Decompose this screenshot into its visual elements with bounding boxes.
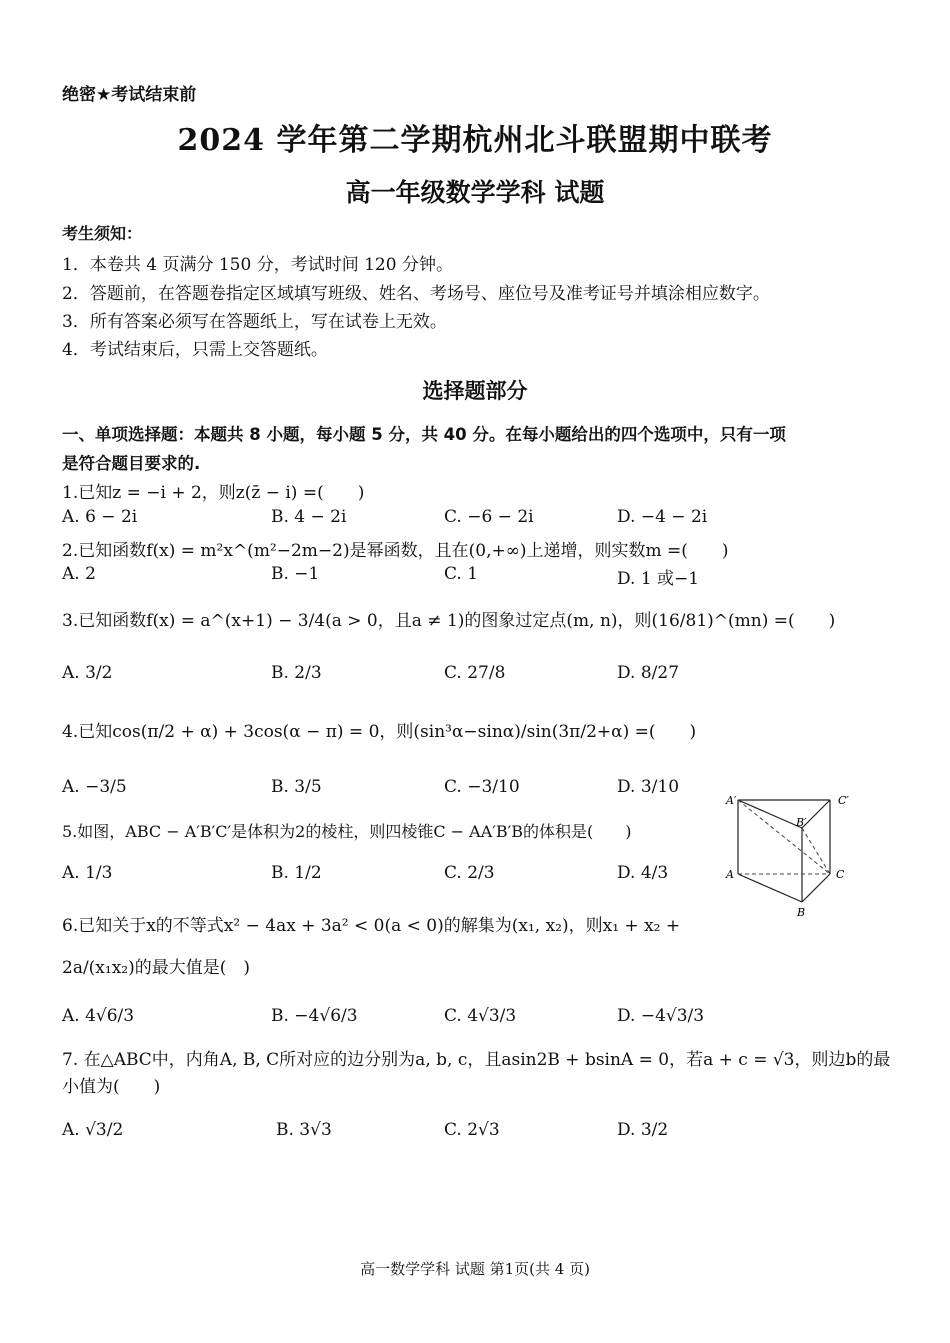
q2-option-d: D. 1 或−1 <box>617 569 700 589</box>
q5-option-d: D. 4/3 <box>617 863 669 883</box>
question-7-stem: 7. 在△ABC中，内角A, B, C所对应的边分别为a, b, c，且asin2B + bsinA = 0，若a + c = √3，则边b的最小值为( ) <box>62 1050 891 1097</box>
q1-option-b: B. 4 − 2i <box>271 507 347 527</box>
question-6-stem: 6.已知关于x的不等式x² − 4ax + 3a² < 0(a < 0)的解集为(x₁, x₂)，则x₁ + x₂ + 2a/(x₁x₂)的最大值是( ) <box>62 916 681 978</box>
q6-option-d: D. −4√3/3 <box>617 1006 705 1026</box>
fig-label-c: C <box>836 868 845 881</box>
prism-figure <box>720 788 870 923</box>
exam-subtitle: 高一年级数学学科 试题 <box>345 178 605 207</box>
question-2-stem: 2.已知函数f(x) = m²x^(m²−2m−2)是幂函数，且在(0,+∞)上递增，则实数m =( ) <box>62 541 729 561</box>
q1-option-d: D. −4 − 2i <box>617 507 708 527</box>
q3-option-d: D. 8/27 <box>617 663 680 683</box>
exam-title: 2024 学年第二学期杭州北斗联盟期中联考 <box>177 123 773 158</box>
fig-label-c-prime: C′ <box>838 794 849 807</box>
notice-item: 4．考试结束后，只需上交答题纸。 <box>62 340 328 360</box>
q2-option-b: B. −1 <box>271 564 320 584</box>
q7-option-b: B. 3√3 <box>276 1120 332 1140</box>
q4-option-d: D. 3/10 <box>617 777 680 797</box>
q5-option-a: A. 1/3 <box>62 863 113 883</box>
fig-label-b: B <box>797 906 806 919</box>
q6-option-a: A. 4√6/3 <box>62 1006 135 1026</box>
notice-item: 1．本卷共 4 页满分 150 分，考试时间 120 分钟。 <box>62 255 453 275</box>
q7-option-d: D. 3/2 <box>617 1120 669 1140</box>
q4-option-a: A. −3/5 <box>62 777 127 797</box>
section-title: 选择题部分 <box>422 379 528 403</box>
q1-option-a: A. 6 − 2i <box>62 507 138 527</box>
q6-option-c: C. 4√3/3 <box>444 1006 517 1026</box>
page-footer: 高一数学学科 试题 第1页(共 4 页) <box>360 1260 590 1278</box>
q1-option-c: C. −6 − 2i <box>444 507 534 527</box>
q3-option-c: C. 27/8 <box>444 663 506 683</box>
q6-option-b: B. −4√6/3 <box>271 1006 358 1026</box>
q4-option-b: B. 3/5 <box>271 777 322 797</box>
section-instruction-cont: 是符合题目要求的. <box>62 454 201 473</box>
question-3-stem: 3.已知函数f(x) = a^(x+1) − 3/4(a > 0，且a ≠ 1)的图象过定点(m, n)，则(16/81)^(mn) =( ) <box>62 611 836 631</box>
q7-option-a: A. √3/2 <box>62 1120 124 1140</box>
q4-option-c: C. −3/10 <box>444 777 520 797</box>
q2-option-a: A. 2 <box>62 564 96 584</box>
q5-option-b: B. 1/2 <box>271 863 322 883</box>
notice-heading: 考生须知： <box>62 224 143 243</box>
q7-option-c: C. 2√3 <box>444 1120 500 1140</box>
section-instruction: 一、单项选择题：本题共 8 小题，每小题 5 分，共 40 分。在每小题给出的四个选项中，只有一项 <box>62 425 786 444</box>
question-4-stem: 4.已知cos(π/2 + α) + 3cos(α − π) = 0，则(sin³α−sinα)/sin(3π/2+α) =( ) <box>62 722 697 742</box>
question-1-stem: 1.已知z = −i + 2，则z(z̄ − i) =( ) <box>62 483 365 503</box>
fig-label-a-prime: A′ <box>726 794 737 807</box>
notice-item: 2．答题前，在答题卷指定区域填写班级、姓名、考场号、座位号及准考证号并填涂相应数字。 <box>62 284 770 304</box>
fig-label-a: A <box>726 868 734 881</box>
fig-label-b-prime: B′ <box>796 816 807 829</box>
secret-label: 绝密★考试结束前 <box>62 85 197 105</box>
q5-option-c: C. 2/3 <box>444 863 495 883</box>
question-5-stem: 5.如图，ABC − A′B′C′是体积为2的棱柱，则四棱锥C − AA′B′B的体积是( ) <box>62 822 632 841</box>
q3-option-a: A. 3/2 <box>62 663 113 683</box>
q2-option-c: C. 1 <box>444 564 479 584</box>
q3-option-b: B. 2/3 <box>271 663 322 683</box>
notice-item: 3．所有答案必须写在答题纸上，写在试卷上无效。 <box>62 312 447 332</box>
